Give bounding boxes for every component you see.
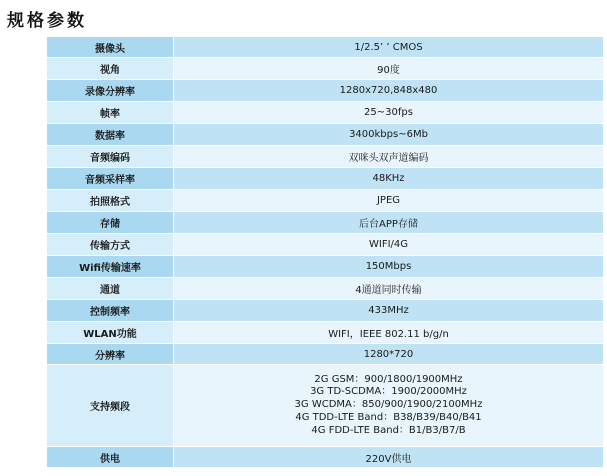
spec-key: 帧率 <box>47 102 174 124</box>
spec-key: 通道 <box>47 278 174 300</box>
spec-value-bands <box>174 365 604 447</box>
table-row <box>47 300 604 322</box>
spec-key: 分辨率 <box>47 344 174 365</box>
spec-value: 3400kbps~6Mb <box>174 124 604 146</box>
spec-key: 存储 <box>47 212 174 234</box>
spec-key: 传输方式 <box>47 234 174 256</box>
band-line: 3G WCDMA：850/900/1900/2100MHz <box>294 399 483 411</box>
spec-value: WIFI/4G <box>174 234 604 256</box>
spec-value: 150Mbps <box>174 256 604 278</box>
spec-value: 1280*720 <box>174 344 604 365</box>
spec-key: 视角 <box>47 58 174 80</box>
spec-value: 4通道同时传输 <box>174 278 604 300</box>
band-line: 4G FDD-LTE Band：B1/B3/B7/B <box>311 424 466 436</box>
band-line: 2G GSM：900/1800/1900MHz <box>314 373 463 385</box>
spec-key: 供电 <box>47 447 174 468</box>
table-row <box>47 102 604 124</box>
spec-key: 控制频率 <box>47 300 174 322</box>
spec-key: 摄像头 <box>47 37 174 58</box>
table-row <box>47 212 604 234</box>
spec-value: 433MHz <box>174 300 604 322</box>
spec-value: JPEG <box>174 190 604 212</box>
spec-key: 音频编码 <box>47 146 174 168</box>
spec-key: 录像分辨率 <box>47 80 174 102</box>
spec-key: 数据率 <box>47 124 174 146</box>
spec-value: 48KHz <box>174 168 604 190</box>
table-row-bands <box>47 365 604 447</box>
spec-key: Wifi传输速率 <box>47 256 174 278</box>
table-row <box>47 190 604 212</box>
spec-key: WLAN功能 <box>47 322 174 344</box>
table-row <box>47 234 604 256</box>
table-row <box>47 256 604 278</box>
table-row <box>47 146 604 168</box>
table-row <box>47 124 604 146</box>
table-row <box>47 80 604 102</box>
table-row <box>47 447 604 468</box>
spec-value: 后台APP存储 <box>174 212 604 234</box>
spec-value: WIFI，IEEE 802.11 b/g/n <box>174 322 604 344</box>
spec-value: 25~30fps <box>174 102 604 124</box>
band-line: 4G TDD-LTE Band：B38/B39/B40/B41 <box>295 411 482 423</box>
spec-key: 音频采样率 <box>47 168 174 190</box>
spec-table <box>46 36 604 468</box>
spec-value: 1/2.5’ ’ CMOS <box>174 37 604 58</box>
table-row <box>47 37 604 58</box>
spec-value: 1280x720,848x480 <box>174 80 604 102</box>
band-line: 3G TD-SCDMA：1900/2000MHz <box>310 386 467 398</box>
spec-key: 支持频段 <box>47 365 174 447</box>
table-row <box>47 322 604 344</box>
table-row <box>47 58 604 80</box>
table-row <box>47 344 604 365</box>
spec-value: 90度 <box>174 58 604 80</box>
table-row <box>47 278 604 300</box>
page-title: 规格参数 <box>7 11 87 31</box>
table-row <box>47 168 604 190</box>
spec-value: 220V供电 <box>174 447 604 468</box>
spec-key: 拍照格式 <box>47 190 174 212</box>
spec-value: 双咪头双声道编码 <box>174 146 604 168</box>
